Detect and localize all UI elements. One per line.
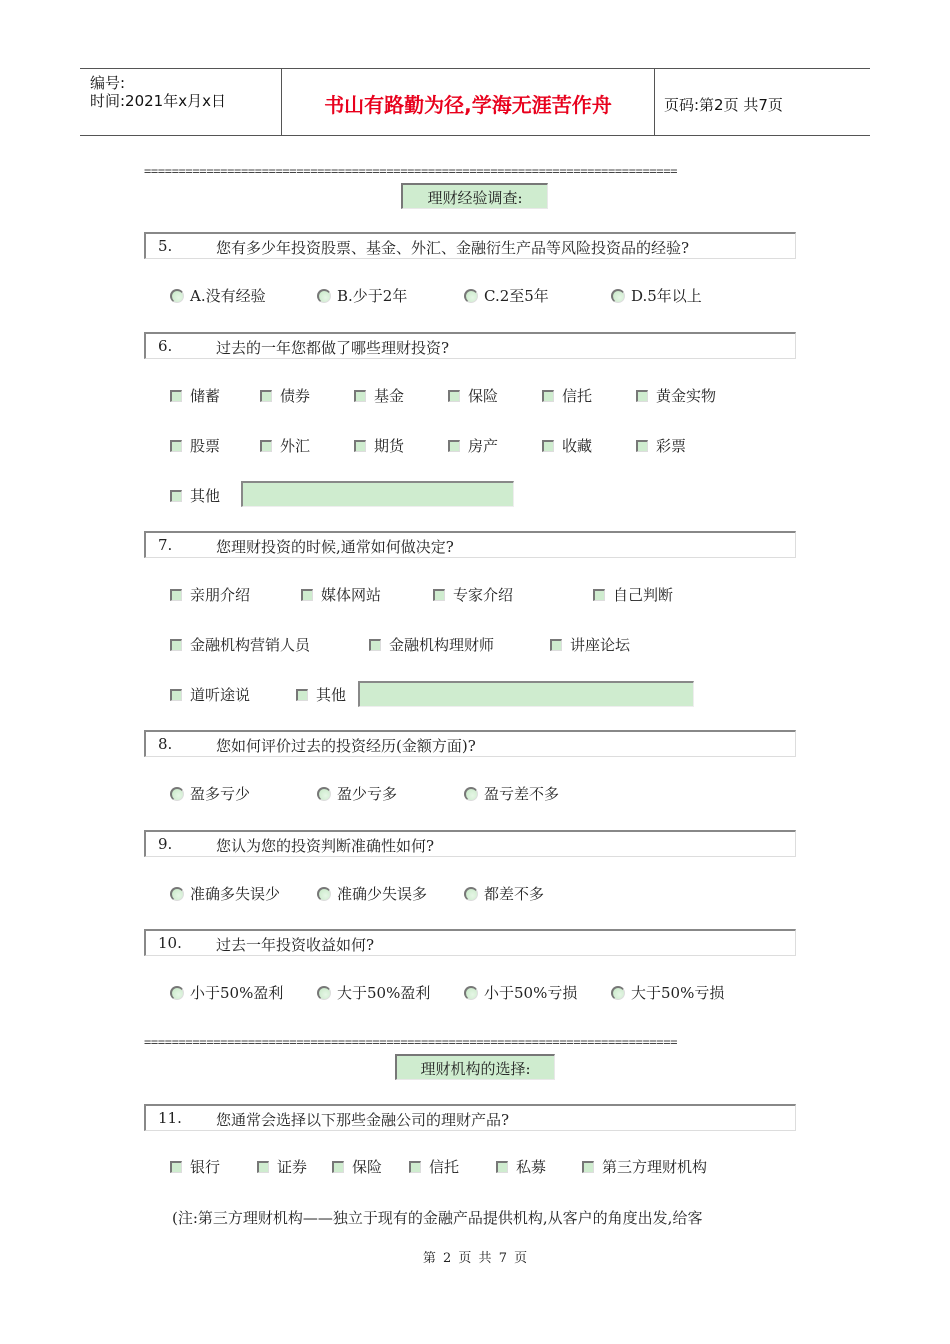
radio-button-icon[interactable] xyxy=(170,887,184,901)
question-9-box xyxy=(144,830,796,857)
radio-button-icon[interactable] xyxy=(464,289,478,303)
q6-option-lottery[interactable]: 彩票 xyxy=(636,436,686,456)
q7-option-friends[interactable]: 亲朋介绍 xyxy=(170,585,250,605)
question-number: 8. xyxy=(158,735,173,753)
question-number: 10. xyxy=(158,934,182,952)
question-number: 7. xyxy=(158,536,173,554)
checkbox-icon[interactable] xyxy=(354,440,366,452)
q8-option-1[interactable]: 盈多亏少 xyxy=(170,784,250,804)
q9-option-3[interactable]: 都差不多 xyxy=(464,884,544,904)
q11-option-third-party[interactable]: 第三方理财机构 xyxy=(582,1157,707,1177)
q5-option-a[interactable]: A.没有经验 xyxy=(170,286,266,306)
header-divider xyxy=(654,68,655,136)
radio-button-icon[interactable] xyxy=(464,887,478,901)
radio-button-icon[interactable] xyxy=(317,887,331,901)
page-footer: 第 2 页 共 7 页 xyxy=(422,1251,528,1266)
question-text: 过去一年投资收益如何? xyxy=(216,936,375,954)
q7-option-media[interactable]: 媒体网站 xyxy=(301,585,381,605)
checkbox-icon[interactable] xyxy=(260,440,272,452)
checkbox-icon[interactable] xyxy=(257,1161,269,1173)
checkbox-icon[interactable] xyxy=(582,1161,594,1173)
checkbox-icon[interactable] xyxy=(433,589,445,601)
third-party-note: (注:第三方理财机构——独立于现有的金融产品提供机构,从客户的角度出发,给客 xyxy=(172,1209,703,1227)
checkbox-icon[interactable] xyxy=(496,1161,508,1173)
checkbox-icon[interactable] xyxy=(170,440,182,452)
q8-option-3[interactable]: 盈亏差不多 xyxy=(464,784,559,804)
radio-button-icon[interactable] xyxy=(170,986,184,1000)
q7-option-self[interactable]: 自己判断 xyxy=(593,585,673,605)
header-number-label: 编号: xyxy=(90,74,126,92)
q8-option-2[interactable]: 盈少亏多 xyxy=(317,784,397,804)
question-text: 您认为您的投资判断准确性如何? xyxy=(216,837,435,855)
question-number: 11. xyxy=(158,1109,182,1127)
question-text: 您理财投资的时候,通常如何做决定? xyxy=(216,538,454,556)
header-page-info: 页码:第2页 共7页 xyxy=(664,96,783,114)
header-motto: 书山有路勤为径,学海无涯苦作舟 xyxy=(324,93,612,117)
q10-option-4[interactable]: 大于50%亏损 xyxy=(611,983,724,1003)
q6-option-insurance[interactable]: 保险 xyxy=(448,386,498,406)
q10-option-2[interactable]: 大于50%盈利 xyxy=(317,983,430,1003)
q7-option-other[interactable]: 其他 xyxy=(296,685,346,705)
checkbox-icon[interactable] xyxy=(550,639,562,651)
checkbox-icon[interactable] xyxy=(448,390,460,402)
q6-option-forex[interactable]: 外汇 xyxy=(260,436,310,456)
question-number: 9. xyxy=(158,835,173,853)
checkbox-icon[interactable] xyxy=(170,689,182,701)
radio-button-icon[interactable] xyxy=(170,289,184,303)
q6-option-futures[interactable]: 期货 xyxy=(354,436,404,456)
q11-option-insurance[interactable]: 保险 xyxy=(332,1157,382,1177)
section-title-experience: 理财经验调查: xyxy=(401,183,548,209)
q6-other-input[interactable] xyxy=(241,481,514,507)
question-number: 6. xyxy=(158,337,173,355)
q11-option-bank[interactable]: 银行 xyxy=(170,1157,220,1177)
q10-option-3[interactable]: 小于50%亏损 xyxy=(464,983,577,1003)
question-11-box xyxy=(144,1104,796,1131)
q6-option-funds[interactable]: 基金 xyxy=(354,386,404,406)
checkbox-icon[interactable] xyxy=(170,1161,182,1173)
radio-button-icon[interactable] xyxy=(611,986,625,1000)
question-8-box xyxy=(144,730,796,757)
header-top-rule xyxy=(80,68,870,69)
checkbox-icon[interactable] xyxy=(542,440,554,452)
section-title-institution: 理财机构的选择: xyxy=(395,1054,555,1080)
checkbox-icon[interactable] xyxy=(636,440,648,452)
checkbox-icon[interactable] xyxy=(170,589,182,601)
checkbox-icon[interactable] xyxy=(369,639,381,651)
radio-button-icon[interactable] xyxy=(317,986,331,1000)
checkbox-icon[interactable] xyxy=(296,689,308,701)
radio-button-icon[interactable] xyxy=(317,787,331,801)
question-number: 5. xyxy=(158,237,173,255)
checkbox-icon[interactable] xyxy=(593,589,605,601)
q7-option-seminars[interactable]: 讲座论坛 xyxy=(550,635,630,655)
checkbox-icon[interactable] xyxy=(448,440,460,452)
radio-button-icon[interactable] xyxy=(611,289,625,303)
question-text: 过去的一年您都做了哪些理财投资? xyxy=(216,339,450,357)
q6-option-trust[interactable]: 信托 xyxy=(542,386,592,406)
question-5-box xyxy=(144,232,796,259)
radio-button-icon[interactable] xyxy=(464,787,478,801)
checkbox-icon[interactable] xyxy=(409,1161,421,1173)
q11-option-trust[interactable]: 信托 xyxy=(409,1157,459,1177)
q6-option-gold[interactable]: 黄金实物 xyxy=(636,386,716,406)
header-time-label: 时间:2021年x月x日 xyxy=(90,92,226,110)
question-7-box xyxy=(144,531,796,558)
q9-option-2[interactable]: 准确少失误多 xyxy=(317,884,427,904)
question-text: 您有多少年投资股票、基金、外汇、金融衍生产品等风险投资品的经验? xyxy=(216,239,690,257)
q5-option-c[interactable]: C.2至5年 xyxy=(464,286,549,306)
q6-option-bonds[interactable]: 债券 xyxy=(260,386,310,406)
checkbox-icon[interactable] xyxy=(170,639,182,651)
q5-option-d[interactable]: D.5年以上 xyxy=(611,286,702,306)
q7-other-input[interactable] xyxy=(358,681,694,707)
radio-button-icon[interactable] xyxy=(317,289,331,303)
checkbox-icon[interactable] xyxy=(332,1161,344,1173)
checkbox-icon[interactable] xyxy=(354,390,366,402)
q7-option-planner[interactable]: 金融机构理财师 xyxy=(369,635,494,655)
checkbox-icon[interactable] xyxy=(636,390,648,402)
checkbox-icon[interactable] xyxy=(542,390,554,402)
checkbox-icon[interactable] xyxy=(170,390,182,402)
checkbox-icon[interactable] xyxy=(260,390,272,402)
checkbox-icon[interactable] xyxy=(170,490,182,502)
q6-option-collectibles[interactable]: 收藏 xyxy=(542,436,592,456)
q9-option-1[interactable]: 准确多失误少 xyxy=(170,884,280,904)
q7-option-experts[interactable]: 专家介绍 xyxy=(433,585,513,605)
checkbox-icon[interactable] xyxy=(301,589,313,601)
q7-option-hearsay[interactable]: 道听途说 xyxy=(170,685,250,705)
separator-line: ============================================================================= xyxy=(144,164,678,178)
question-text: 您如何评价过去的投资经历(金额方面)? xyxy=(216,737,476,755)
question-6-box xyxy=(144,332,796,359)
question-10-box xyxy=(144,929,796,956)
q10-option-1[interactable]: 小于50%盈利 xyxy=(170,983,283,1003)
q6-option-stocks[interactable]: 股票 xyxy=(170,436,220,456)
q6-option-other[interactable]: 其他 xyxy=(170,486,220,506)
radio-button-icon[interactable] xyxy=(170,787,184,801)
separator-line: ============================================================================= xyxy=(144,1035,678,1049)
header-bottom-rule xyxy=(80,135,870,136)
radio-button-icon[interactable] xyxy=(464,986,478,1000)
q11-option-private-equity[interactable]: 私募 xyxy=(496,1157,546,1177)
question-text: 您通常会选择以下那些金融公司的理财产品? xyxy=(216,1111,510,1129)
q7-option-sales[interactable]: 金融机构营销人员 xyxy=(170,635,310,655)
q11-option-securities[interactable]: 证券 xyxy=(257,1157,307,1177)
q6-option-real-estate[interactable]: 房产 xyxy=(448,436,498,456)
q5-option-b[interactable]: B.少于2年 xyxy=(317,286,407,306)
q6-option-savings[interactable]: 储蓄 xyxy=(170,386,220,406)
